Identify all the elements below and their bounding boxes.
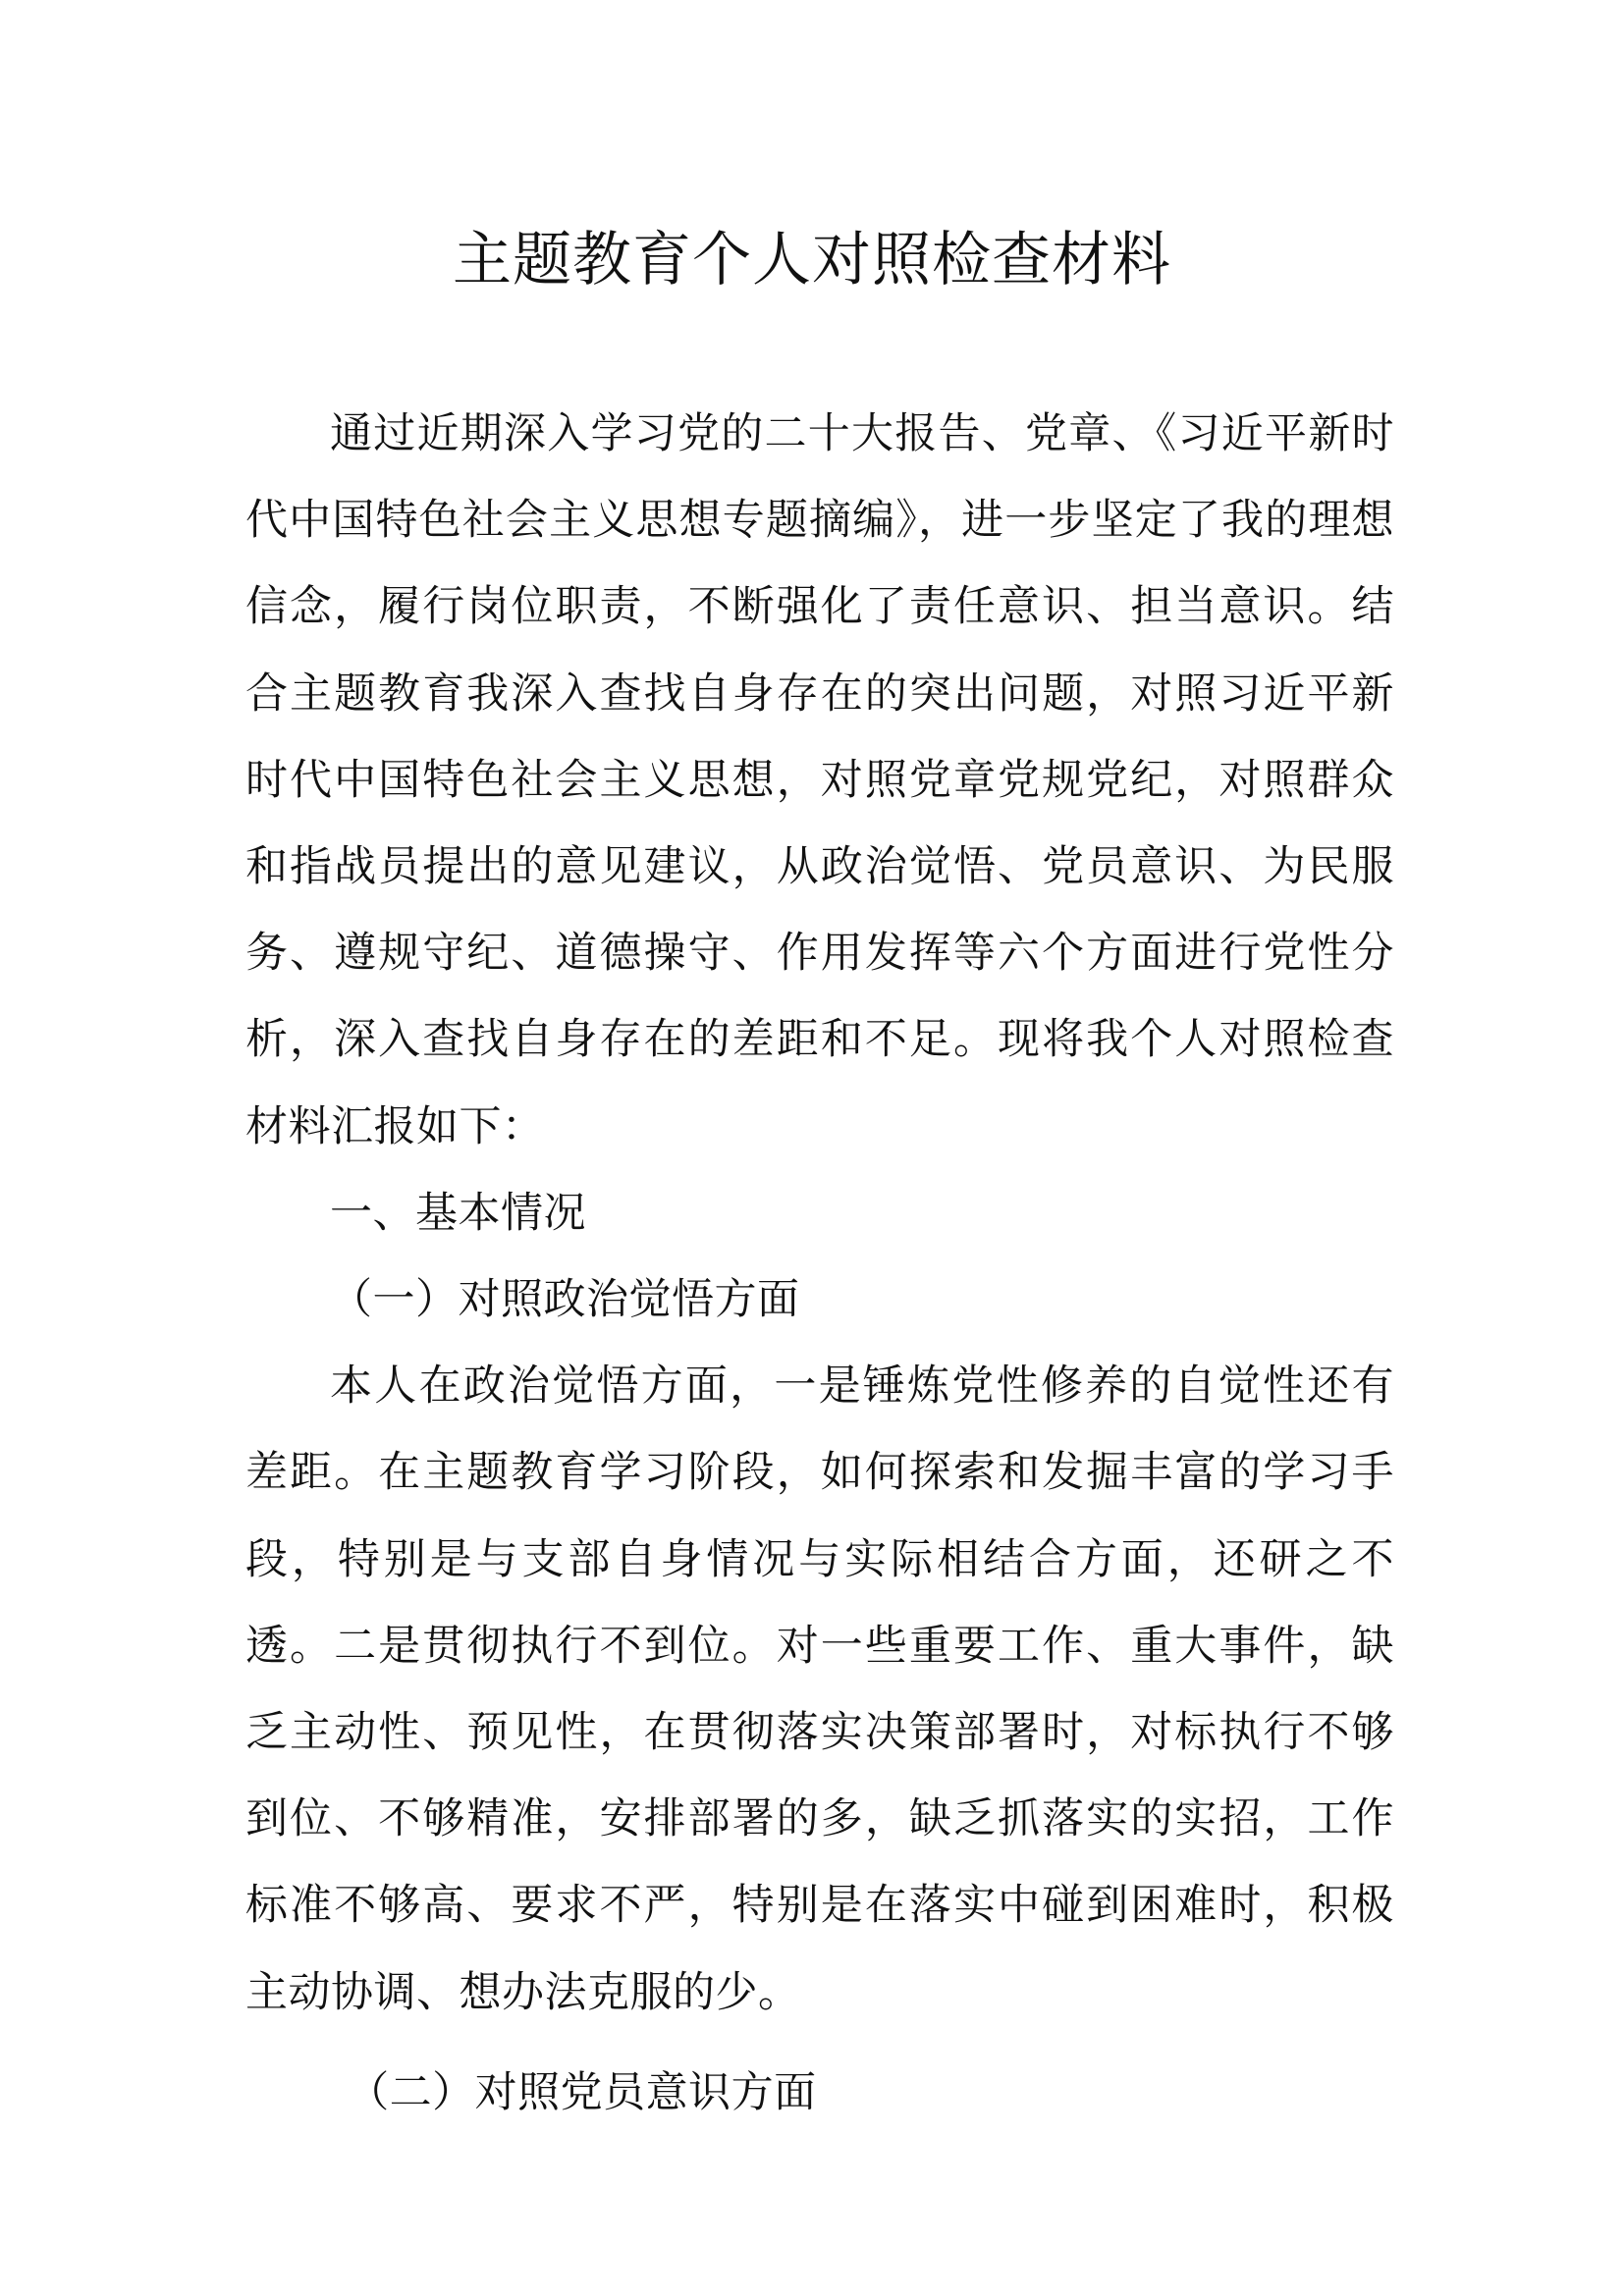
subsection-heading-party-member-awareness: （二）对照党员意识方面 (347, 2067, 817, 2117)
document-title: 主题教育个人对照检查材料 (453, 226, 1171, 294)
section-heading-basic-situation: 一、基本情况 (330, 1188, 586, 1238)
subsection-heading-political-awareness: （一）对照政治觉悟方面 (330, 1275, 800, 1325)
political-awareness-paragraph: 本人在政治觉悟方面，一是锤炼党性修养的自觉性还有差距。在主题教育学习阶段，如何探索和发掘丰富的学习手段，特别是与支部自身情况与实际相结合方面，还研之不透。二是贯彻执行不到位。对一些重要工作、重大事件，缺乏主动性、预见性，在贯彻落实决策部署时，对标执行不够到位、不够精准，安排部署的多，缺乏抓落实的实招，工作标准不够高、要求不严，特别是在落实中碰到困难时，积极主动协调、想办法克服的少。 (245, 1362, 1394, 2017)
intro-paragraph: 通过近期深入学习党的二十大报告、党章、《习近平新时代中国特色社会主义思想专题摘编》，进一步坚定了我的理想信念，履行岗位职责，不断强化了责任意识、担当意识。结合主题教育我深入查找自身存在的突出问题，对照习近平新时代中国特色社会主义思想，对照党章党规党纪，对照群众和指战员提出的意见建议，从政治觉悟、党员意识、为民服务、遵规守纪、道德操守、作用发挥等六个方面进行党性分析，深入查找自身存在的差距和不足。现将我个人对照检查材料汇报如下： (245, 409, 1394, 1151)
document-body (245, 391, 1394, 2136)
